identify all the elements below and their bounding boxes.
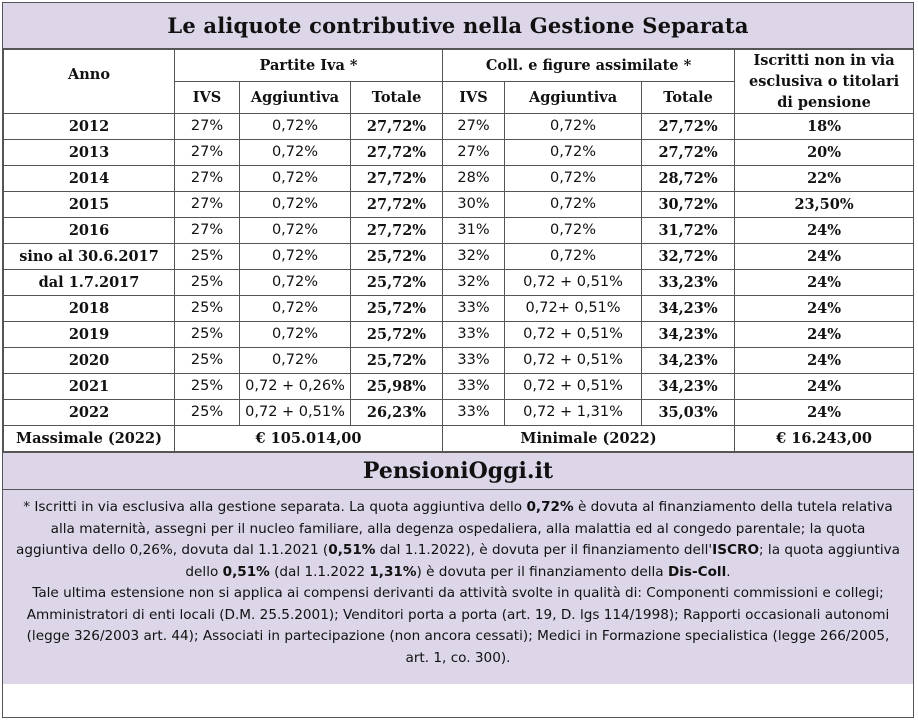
cell-c-ivs: 33% [443,400,505,426]
cell-c-tot: 34,23% [642,296,735,322]
minimale-value: € 16.243,00 [735,426,914,452]
cell-anno: 2022 [4,400,175,426]
table-row [4,166,914,192]
cell-p-tot: 25,72% [351,244,443,270]
cell-anno: dal 1.7.2017 [4,270,175,296]
cell-iscritti: 24% [735,244,914,270]
header-c-ivs: IVS [443,82,505,114]
cell-p-ivs: 27% [175,166,240,192]
cell-iscritti: 24% [735,270,914,296]
note-bold: 0,51% [222,563,270,580]
massimale-label: Massimale (2022) [4,426,175,452]
note-text: è dovuta al finanziamento della tutela relativa alla maternità, assegni per il nucleo familiare, alla degenza ospedaliera, alla malattia ed al congedo parentale; la quota aggiuntiva dello 0,26%, dovuta dal 1.1.2021 ( [16,499,893,559]
cell-c-ivs: 27% [443,114,505,140]
cell-iscritti: 24% [735,348,914,374]
note-text: ) è dovuta per il finanziamento della [416,563,668,580]
table-row [4,270,914,296]
header-p-ivs: IVS [175,82,240,114]
cell-p-tot: 25,72% [351,270,443,296]
cell-iscritti: 18% [735,114,914,140]
cell-c-ivs: 33% [443,296,505,322]
note-bold: 0,51% [328,542,376,559]
cell-c-tot: 32,72% [642,244,735,270]
cell-p-agg: 0,72% [240,270,351,296]
cell-iscritti: 24% [735,400,914,426]
cell-p-ivs: 25% [175,296,240,322]
cell-c-tot: 30,72% [642,192,735,218]
cell-anno: 2015 [4,192,175,218]
cell-p-ivs: 27% [175,218,240,244]
note-bold: 1,31% [369,563,417,580]
cell-p-agg: 0,72% [240,296,351,322]
cell-p-agg: 0,72% [240,140,351,166]
cell-c-tot: 31,72% [642,218,735,244]
cell-c-agg: 0,72% [505,140,642,166]
cell-c-agg: 0,72 + 0,51% [505,322,642,348]
note-bold: 0,72% [526,499,574,516]
cell-c-tot: 34,23% [642,374,735,400]
cell-c-ivs: 33% [443,374,505,400]
cell-c-agg: 0,72 + 0,51% [505,348,642,374]
cell-c-agg: 0,72% [505,166,642,192]
table-row [4,322,914,348]
note-text: ; la quota aggiuntiva dello [185,542,900,580]
note-bold: ISCRO [712,542,760,559]
cell-p-tot: 25,72% [351,296,443,322]
cell-p-tot: 25,72% [351,322,443,348]
cell-anno: 2014 [4,166,175,192]
cell-p-agg: 0,72% [240,322,351,348]
table-row [4,244,914,270]
cell-c-agg: 0,72+ 0,51% [505,296,642,322]
cell-anno: 2013 [4,140,175,166]
cell-c-ivs: 32% [443,270,505,296]
cell-p-tot: 27,72% [351,218,443,244]
page-title: Le aliquote contributive nella Gestione Separata [3,3,913,49]
cell-c-ivs: 31% [443,218,505,244]
cell-c-agg: 0,72% [505,114,642,140]
cell-c-tot: 34,23% [642,348,735,374]
footnote [3,490,913,684]
cell-p-ivs: 25% [175,270,240,296]
table-row [4,192,914,218]
cell-anno: 2021 [4,374,175,400]
cell-p-agg: 0,72 + 0,51% [240,400,351,426]
cell-p-agg: 0,72% [240,166,351,192]
table-row [4,140,914,166]
table-row [4,114,914,140]
note-text: . [726,563,731,580]
cell-c-ivs: 27% [443,140,505,166]
cell-p-ivs: 25% [175,244,240,270]
cell-p-agg: 0,72 + 0,26% [240,374,351,400]
cell-c-agg: 0,72% [505,218,642,244]
brand-name: PensioniOggi.it [3,452,913,490]
cell-iscritti: 22% [735,166,914,192]
cell-iscritti: 24% [735,322,914,348]
cell-anno: 2012 [4,114,175,140]
cell-iscritti: 24% [735,374,914,400]
cell-p-tot: 25,98% [351,374,443,400]
rates-table [3,49,914,452]
cell-p-tot: 25,72% [351,348,443,374]
cell-p-agg: 0,72% [240,114,351,140]
header-c-totale: Totale [642,82,735,114]
cell-iscritti: 24% [735,218,914,244]
note-text: Tale ultima estensione non si applica ai compensi derivanti da attività svolte in qualità di: Componenti commissioni e collegi; Amministratori di enti locali (D.M. 25.5.2001); Venditori porta a porta (art. 19, D. lgs 114/1998); Rapporti occasionali autonomi (legge 326/2003 art. 44); Associati in partecipazione (non ancora cessati); Medici in Formazione specialistica (legge 266/2005, art. 1, co. 300). [26,585,890,666]
cell-c-ivs: 30% [443,192,505,218]
cell-c-agg: 0,72% [505,244,642,270]
table-row [4,374,914,400]
cell-iscritti: 24% [735,296,914,322]
cell-p-ivs: 25% [175,400,240,426]
cell-c-tot: 33,23% [642,270,735,296]
cell-p-tot: 26,23% [351,400,443,426]
table-row [4,348,914,374]
cell-p-agg: 0,72% [240,218,351,244]
cell-c-tot: 28,72% [642,166,735,192]
cell-p-ivs: 27% [175,114,240,140]
cell-anno: sino al 30.6.2017 [4,244,175,270]
header-c-aggiuntiva: Aggiuntiva [505,82,642,114]
cell-anno: 2018 [4,296,175,322]
cell-p-agg: 0,72% [240,192,351,218]
cell-c-agg: 0,72 + 0,51% [505,374,642,400]
cell-anno: 2016 [4,218,175,244]
header-p-aggiuntiva: Aggiuntiva [240,82,351,114]
cell-c-tot: 27,72% [642,114,735,140]
note-text: dal 1.1.2022), è dovuta per il finanziamento dell' [375,542,713,559]
table-row [4,296,914,322]
cell-p-tot: 27,72% [351,166,443,192]
table-row [4,400,914,426]
table-row [4,218,914,244]
cell-p-tot: 27,72% [351,114,443,140]
cell-c-tot: 34,23% [642,322,735,348]
massimale-value: € 105.014,00 [175,426,443,452]
cell-c-ivs: 28% [443,166,505,192]
note-text: (dal 1.1.2022 [269,563,370,580]
cell-p-tot: 27,72% [351,140,443,166]
header-partite-iva: Partite Iva * [175,50,443,82]
cell-iscritti: 23,50% [735,192,914,218]
cell-p-agg: 0,72% [240,244,351,270]
header-iscritti: Iscritti non in via esclusiva o titolari di pensione [735,50,914,114]
cell-c-agg: 0,72% [505,192,642,218]
minimale-label: Minimale (2022) [443,426,735,452]
cell-c-tot: 27,72% [642,140,735,166]
cell-iscritti: 20% [735,140,914,166]
cell-p-ivs: 27% [175,192,240,218]
document-frame [2,2,914,718]
cell-c-tot: 35,03% [642,400,735,426]
rates-body [4,114,914,452]
cell-p-tot: 27,72% [351,192,443,218]
cell-p-ivs: 25% [175,374,240,400]
cell-p-agg: 0,72% [240,348,351,374]
cell-p-ivs: 27% [175,140,240,166]
note-text: * Iscritti in via esclusiva alla gestione separata. La quota aggiuntiva dello [23,499,527,516]
header-p-totale: Totale [351,82,443,114]
cell-c-ivs: 32% [443,244,505,270]
cell-c-ivs: 33% [443,322,505,348]
note-bold: Dis-Coll [667,563,727,580]
cell-anno: 2019 [4,322,175,348]
header-row-1 [4,50,914,82]
summary-row [4,426,914,452]
cell-p-ivs: 25% [175,348,240,374]
cell-c-ivs: 33% [443,348,505,374]
cell-c-agg: 0,72 + 1,31% [505,400,642,426]
cell-p-ivs: 25% [175,322,240,348]
cell-c-agg: 0,72 + 0,51% [505,270,642,296]
header-coll: Coll. e figure assimilate * [443,50,735,82]
cell-anno: 2020 [4,348,175,374]
header-anno: Anno [4,50,175,114]
